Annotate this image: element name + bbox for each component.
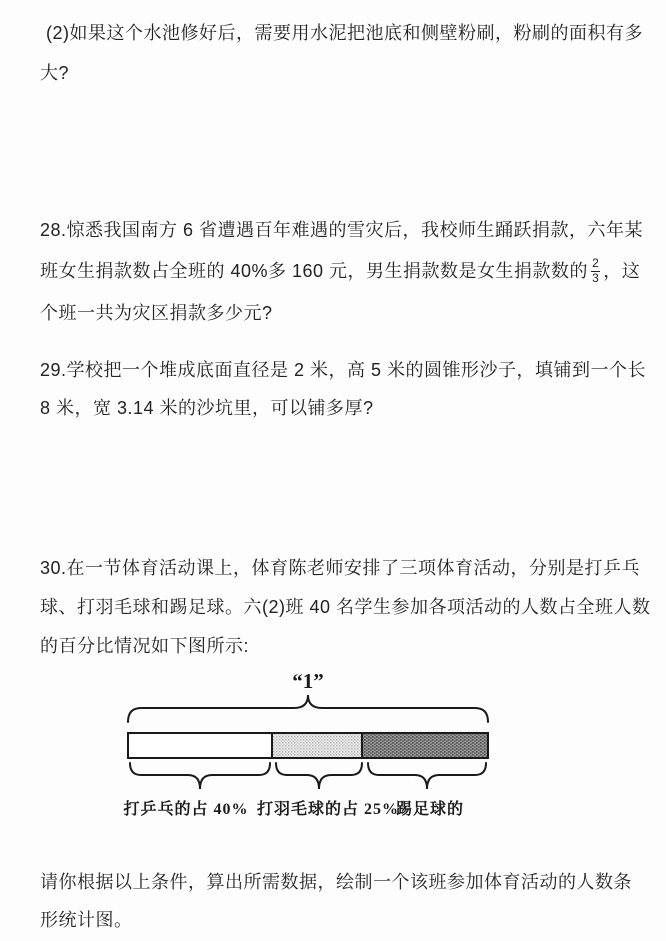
fraction-denominator: 3 [592,270,600,285]
question-30-line-2: 球、打羽毛球和踢足球。六(2)班 40 名学生参加各项活动的人数占全班人数 [40,597,651,617]
sub-question-line-1: (2)如果这个水池修好后，需要用水泥把池底和侧壁粉刷，粉刷的面积有多 [46,23,643,43]
sub-question-line-2: 大? [40,63,70,83]
label-badminton: 打羽毛球的占 25% [256,801,400,818]
label-football: 踢足球的 [395,801,465,818]
whole-unit-brace [128,695,488,722]
question-29-line-1: 29.学校把一个堆成底面直径是 2 米，高 5 米的圆锥形沙子，填铺到一个长 [40,360,647,380]
label-table-tennis: 打乒乓的占 40% [123,801,249,818]
question-30-line-1: 30.在一节体育活动课上，体育陈老师安排了三项体育活动，分别是打乒乓 [40,558,641,578]
question-30-line-3: 的百分比情况如下图所示: [40,636,249,656]
segment-brace-badminton [276,763,362,789]
question-28-line-1: 28.惊悉我国南方 6 省遭遇百年难遇的雪灾后，我校师生踊跃捐款，六年某 [40,220,644,240]
question-28-line-2-post: ，这 [603,261,641,282]
question-29-line-2: 8 米，宽 3.14 米的沙坑里，可以铺多厚? [40,398,374,418]
segment-brace-table-tennis [130,763,270,789]
segment-football [362,733,488,758]
tape-bar [128,733,488,758]
fraction-two-thirds [591,257,600,286]
segment-table-tennis [128,733,272,758]
closing-line-2: 形统计图。 [40,910,133,930]
closing-line-1: 请你根据以上条件，算出所需数据，绘制一个该班参加体育活动的人数条 [40,872,632,892]
question-28-line-2 [40,256,641,287]
question-28-line-2-pre: 班女生捐款数占全班的 40%多 160 元，男生捐款数是女生捐款数的 [40,261,589,282]
segment-badminton [272,733,362,758]
segment-brace-football [368,763,486,789]
fraction-numerator: 2 [592,256,600,270]
question-28-line-3: 个班一共为灾区捐款多少元? [40,303,273,323]
whole-unit-label: “1” [292,669,324,693]
tape-diagram [0,658,666,830]
